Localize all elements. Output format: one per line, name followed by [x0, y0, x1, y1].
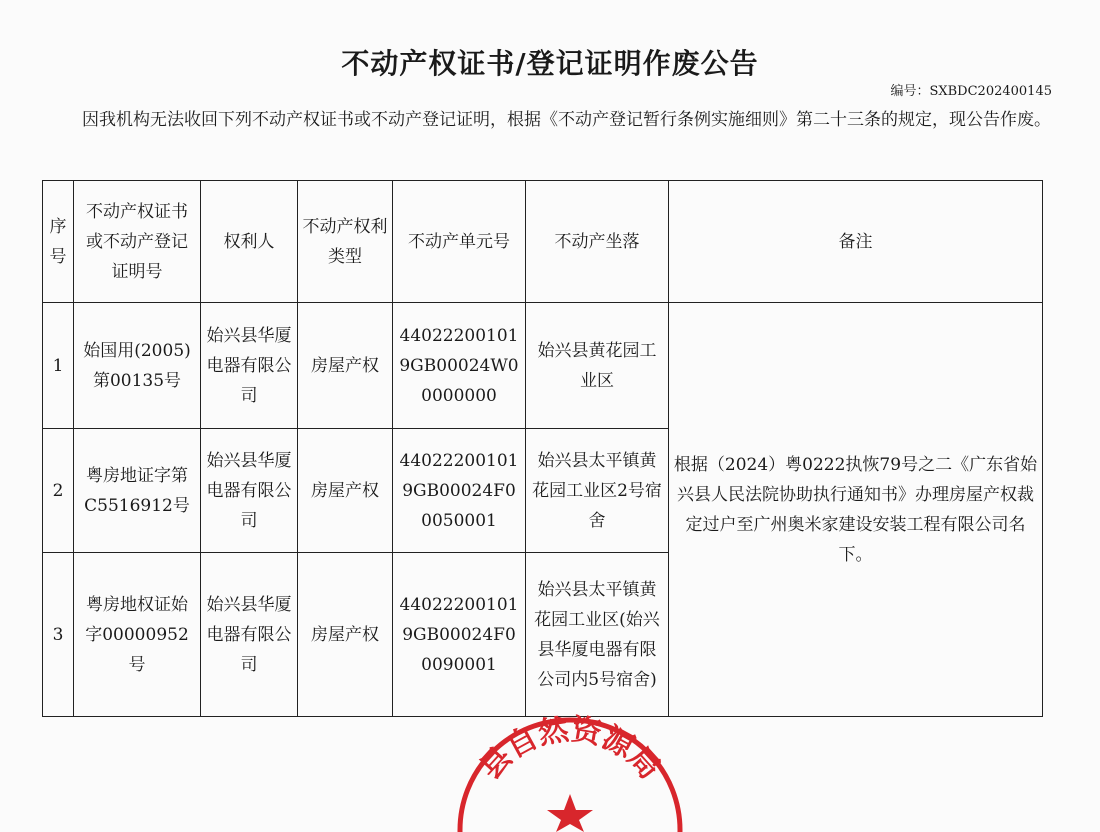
row-owner: 始兴县华厦电器有限公司	[201, 429, 298, 553]
row-owner: 始兴县华厦电器有限公司	[201, 553, 298, 717]
table-row	[43, 303, 1043, 429]
document-number: 编号：SXBDC202400145	[890, 84, 1052, 99]
header-unit: 不动产单元号	[393, 181, 526, 303]
header-type: 不动产权利类型	[298, 181, 393, 303]
row-unit: 440222001019GB00024F00050001	[393, 429, 526, 553]
seal-text: 县自然资源局	[473, 712, 667, 787]
row-seq: 1	[43, 303, 74, 429]
header-note: 备注	[669, 181, 1043, 303]
row-type: 房屋产权	[298, 303, 393, 429]
row-unit: 440222001019GB00024F00090001	[393, 553, 526, 717]
note-cell: 根据（2024）粤0222执恢79号之二《广东省始兴县人民法院协助执行通知书》办理房屋产权裁定过户至广州奥米家建设安装工程有限公司名下。	[669, 303, 1043, 717]
row-location: 始兴县太平镇黄花园工业区2号宿舍	[526, 429, 669, 553]
voided-certificates-table	[42, 180, 1043, 717]
header-location: 不动产坐落	[526, 181, 669, 303]
notice-title: 不动产权证书/登记证明作废公告	[341, 47, 759, 80]
table-header-row	[43, 181, 1043, 303]
header-cert: 不动产权证书或不动产登记证明号	[74, 181, 201, 303]
official-seal	[440, 712, 700, 832]
row-unit: 440222001019GB00024W00000000	[393, 303, 526, 429]
row-location: 始兴县太平镇黄花园工业区(始兴县华厦电器有限公司内5号宿舍)	[526, 553, 669, 717]
header-seq: 序号	[43, 181, 74, 303]
seal-star-icon	[547, 794, 593, 832]
row-seq: 3	[43, 553, 74, 717]
header-owner: 权利人	[201, 181, 298, 303]
row-seq: 2	[43, 429, 74, 553]
row-cert: 粤房地权证始字00000952号	[74, 553, 201, 717]
intro-paragraph: 因我机构无法收回下列不动产权证书或不动产登记证明，根据《不动产登记暂行条例实施细则》第二十三条的规定，现公告作废。	[82, 110, 1051, 130]
row-type: 房屋产权	[298, 429, 393, 553]
row-cert: 粤房地证字第C5516912号	[74, 429, 201, 553]
row-cert: 始国用(2005)第00135号	[74, 303, 201, 429]
row-type: 房屋产权	[298, 553, 393, 717]
row-location: 始兴县黄花园工业区	[526, 303, 669, 429]
row-owner: 始兴县华厦电器有限公司	[201, 303, 298, 429]
